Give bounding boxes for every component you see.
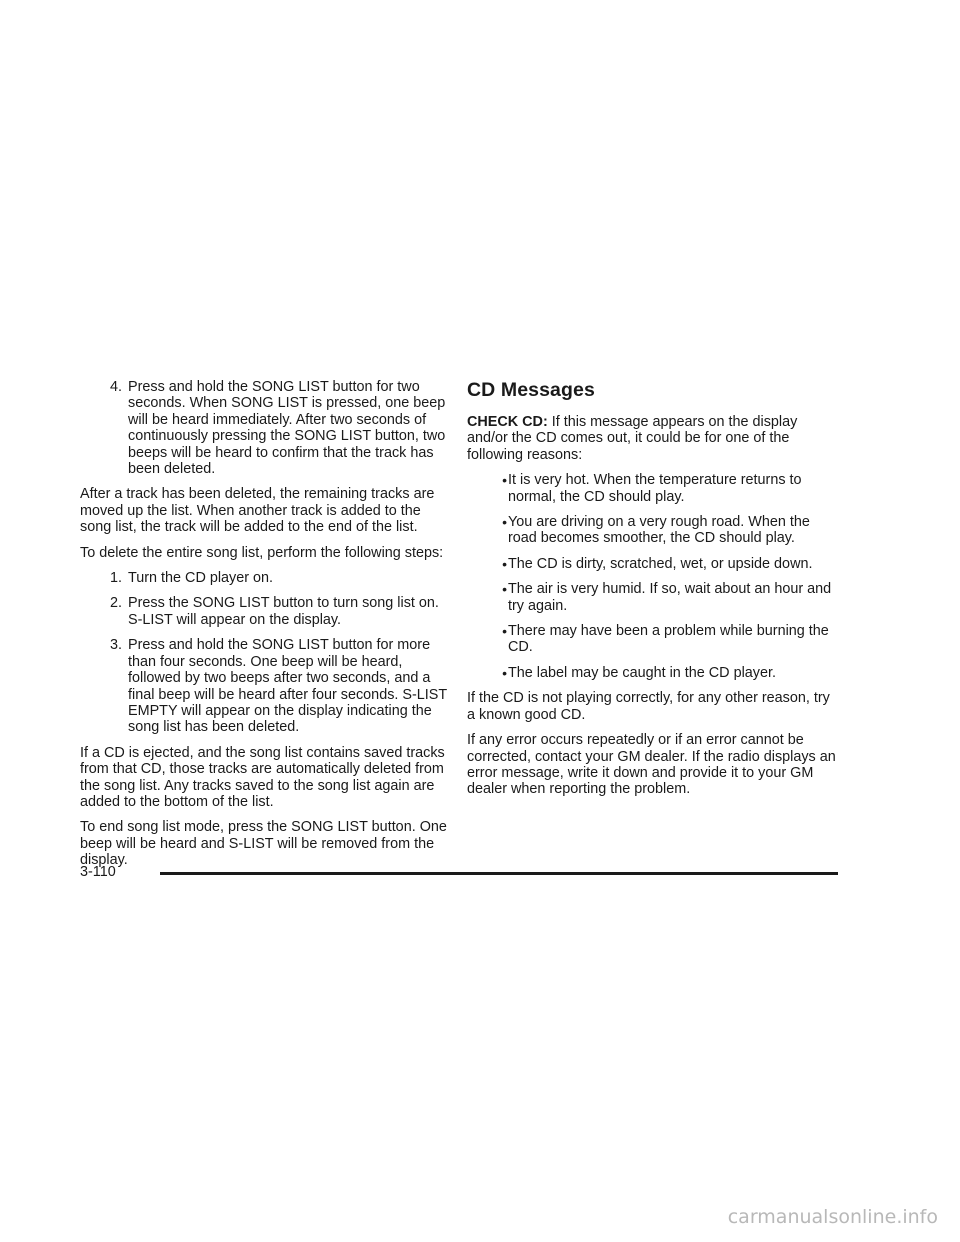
bullet-text: There may have been a problem while burning the CD. [508, 623, 829, 656]
paragraph-track-deleted: After a track has been deleted, the remaining tracks are moved up the list. When another track is added to the song list, the track will be added to the end of the list. [80, 486, 435, 536]
bullet-glyph: • [502, 664, 507, 681]
paragraph-check-cd [467, 414, 839, 463]
bullet-text: The label may be caught in the CD player. [508, 664, 776, 681]
bullet-text: The CD is dirty, scratched, wet, or upside down. [508, 555, 813, 572]
bullet-item [467, 556, 839, 572]
bullet-glyph: • [502, 581, 507, 598]
right-column [467, 379, 839, 807]
step-text: Turn the CD player on. [128, 570, 274, 587]
bullet-text: It is very hot. When the temperature returns to normal, the CD should play. [508, 472, 802, 505]
numbered-step-2 [80, 595, 455, 628]
paragraph-delete-entire-list: To delete the entire song list, perform the following steps: [80, 544, 444, 561]
page-number: 3-110 [80, 864, 116, 880]
bullet-item [467, 623, 839, 656]
step-number: 2. [109, 595, 122, 612]
bullet-item [467, 665, 839, 681]
paragraph-contact-dealer: If any error occurs repeatedly or if an error cannot be corrected, contact your GM dealer. If the radio displays an error message, write it down and provide it to your GM dealer when reporting the problem. [467, 732, 836, 798]
numbered-step-1 [80, 570, 455, 586]
paragraph-cd-ejected: If a CD is ejected, and the song list contains saved tracks from that CD, those tracks are automatically deleted from the song list. Any tracks saved to the song list again are added to the bottom of the list. [80, 744, 445, 810]
step-number: 3. [109, 637, 122, 654]
numbered-step-3 [80, 637, 455, 735]
paragraph-end-song-list: To end song list mode, press the SONG LIST button. One beep will be heard and S-LIST will be removed from the display. [80, 819, 447, 869]
step-number: 1. [109, 570, 122, 587]
section-heading: CD Messages [467, 379, 595, 401]
watermark-logo: carmanualsonline.info [727, 1206, 938, 1228]
numbered-step-4 [80, 379, 455, 477]
step-number: 4. [109, 379, 122, 395]
bullet-glyph: • [502, 514, 507, 531]
bullet-text: The air is very humid. If so, wait about an hour and try again. [508, 581, 832, 614]
bullet-item [467, 472, 839, 505]
bullet-glyph: • [502, 472, 507, 489]
step-text: Press and hold the SONG LIST button for more than four seconds. One beep will be heard, followed by two beeps after two seconds, and a final beep will be heard after four seconds. S-LIST EMPTY will appear on the display indicating the song list has been deleted. [128, 637, 447, 736]
term-check-cd: CHECK CD: [467, 414, 548, 430]
check-cd-description: If this message appears on the display and/or the CD comes out, it could be for one of the following reasons: [467, 414, 798, 463]
step-text: Press the SONG LIST button to turn song list on. S-LIST will appear on the display. [128, 595, 439, 628]
bullet-item [467, 581, 839, 614]
bullet-glyph: • [502, 555, 507, 572]
bullet-item [467, 514, 839, 547]
left-column [80, 379, 455, 878]
bullet-glyph: • [502, 623, 507, 640]
paragraph-try-good-cd: If the CD is not playing correctly, for any other reason, try a known good CD. [467, 690, 830, 723]
bullet-text: You are driving on a very rough road. When the road becomes smoother, the CD should play. [508, 514, 810, 547]
page-footer [80, 862, 838, 884]
step-text: Press and hold the SONG LIST button for two seconds. When SONG LIST is pressed, one beep will be heard immediately. After two seconds of continuously pressing the SONG LIST button, two beeps will be heard to confirm that the track has been deleted. [128, 379, 446, 478]
footer-rule [160, 872, 838, 875]
